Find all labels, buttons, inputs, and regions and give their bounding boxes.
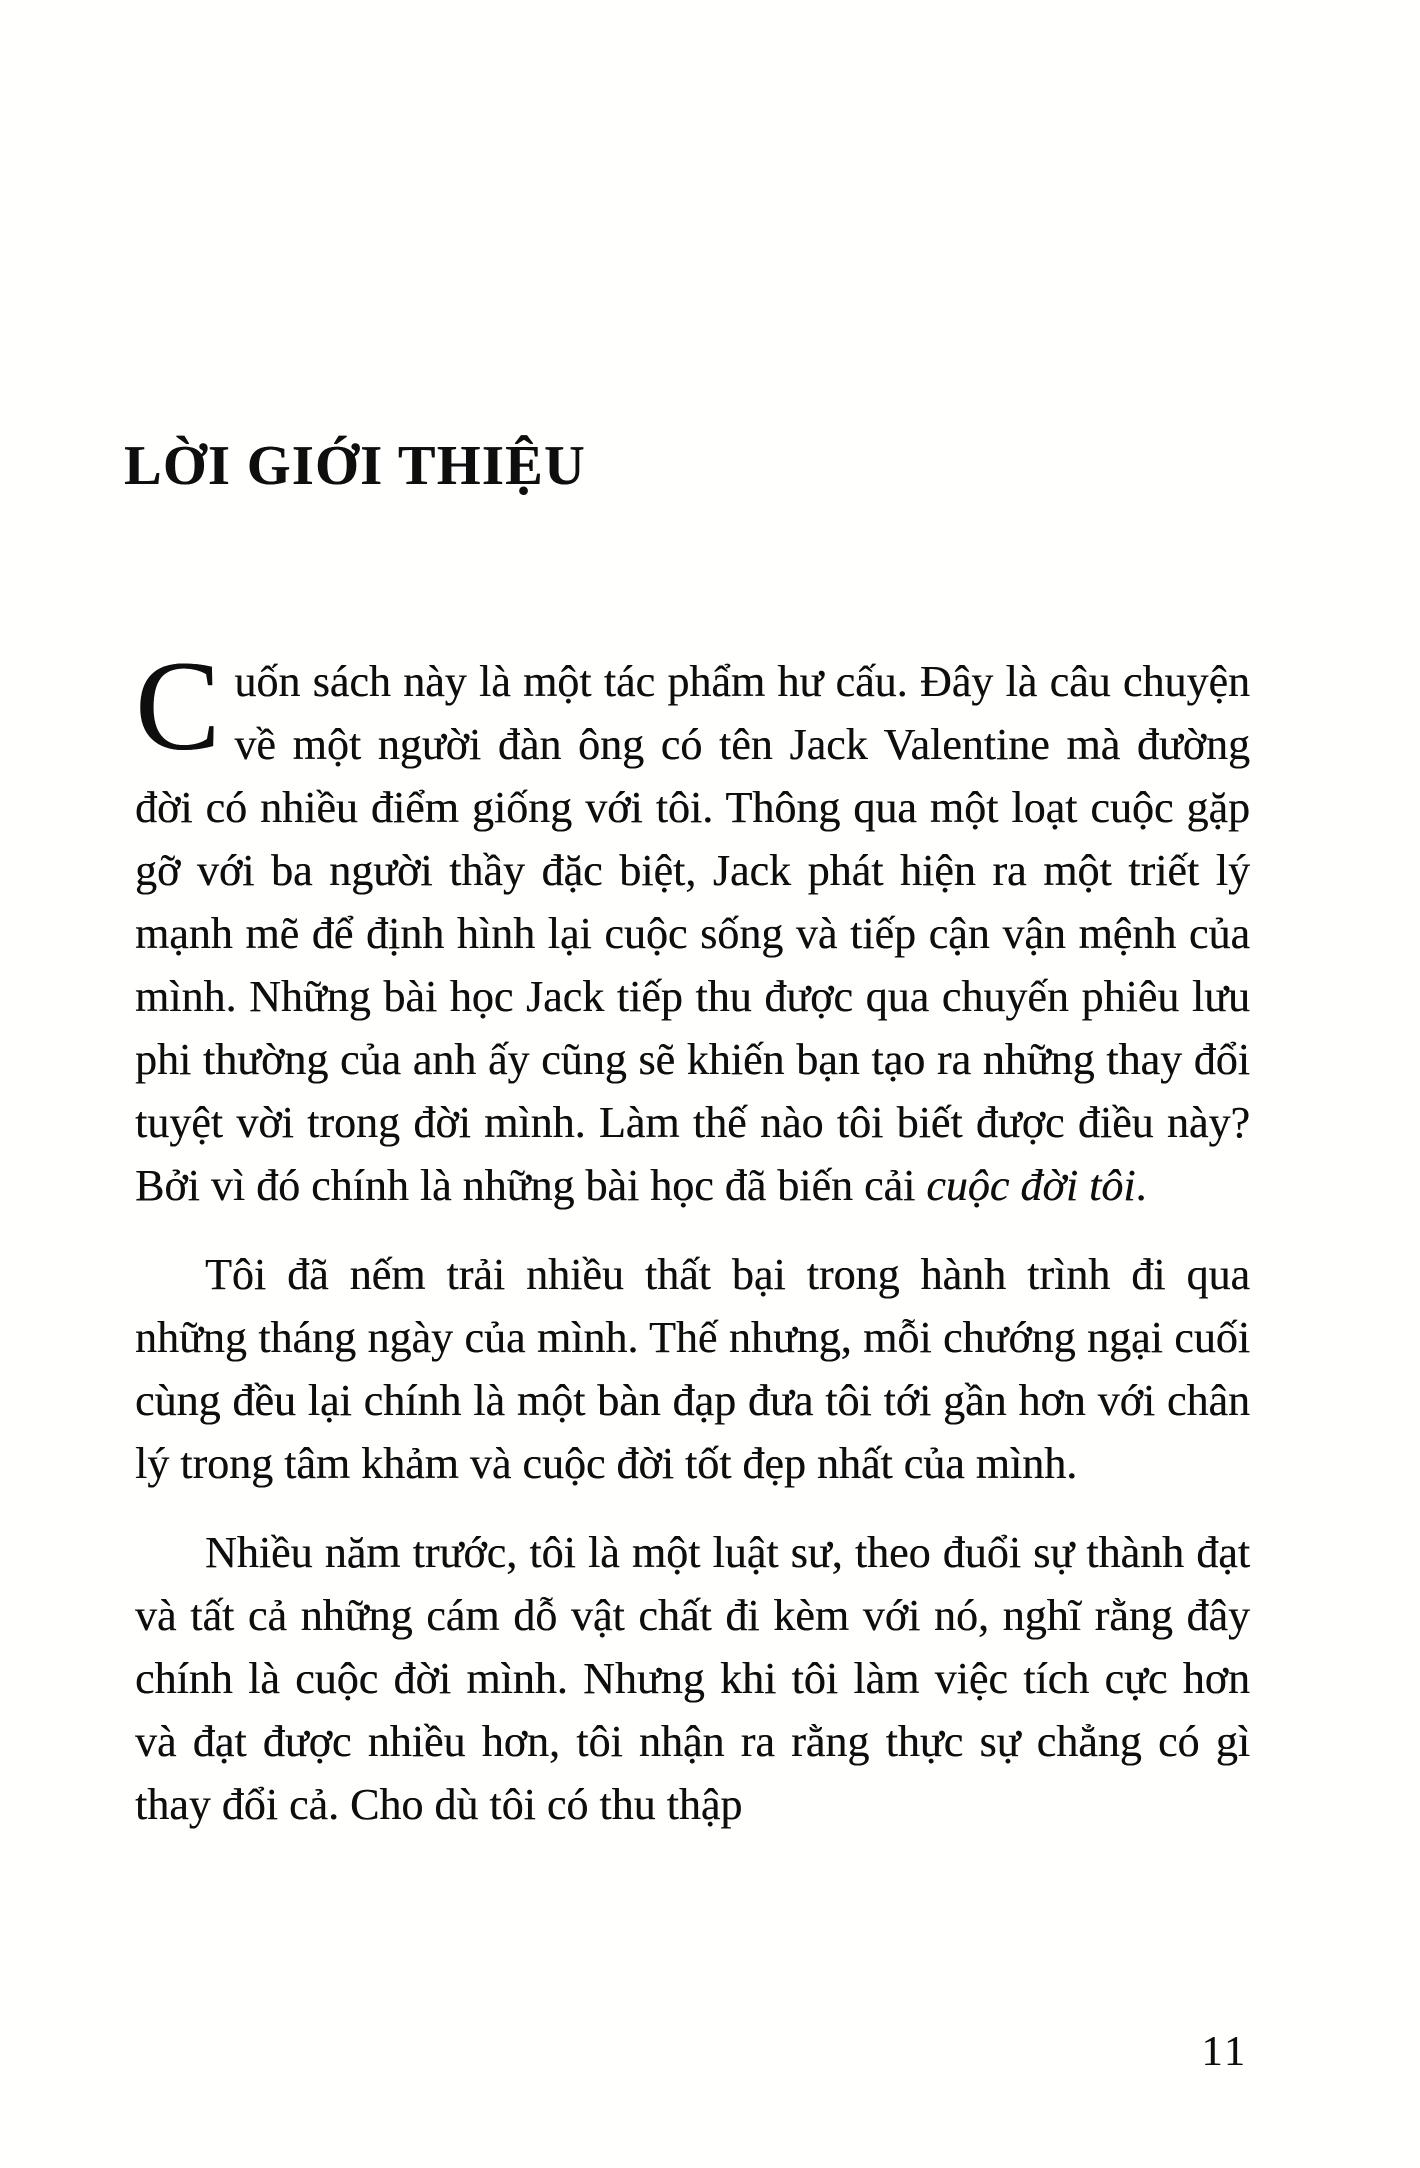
paragraph-1-text: uốn sách này là một tác phẩm hư cấu. Đây là câu chuyện về một người đàn ông có tên Jack Valentine mà đường đời có nhiều điểm giống với tôi. Thông qua một loạt cuộc gặp gỡ với ba người thầy đặc biệt, Jack phát hiện ra một triết lý mạnh mẽ để định hình lại cuộc sống và tiếp cận vận mệnh của mình. Những bài học Jack tiếp thu được qua chuyến phiêu lưu phi thường của anh ấy cũng sẽ khiến bạn tạo ra những thay đổi tuyệt vời trong đời mình. Làm thế nào tôi biết được điều này? Bởi vì đó chính là những bài học đã biến cải	[135, 657, 1250, 1210]
body-text-column	[135, 635, 1250, 1836]
paragraph-2: Tôi đã nếm trải nhiều thất bại trong hành trình đi qua những tháng ngày của mình. Thế nhưng, mỗi chướng ngại cuối cùng đều lại chính là một bàn đạp đưa tôi tới gần hơn với chân lý trong tâm khảm và cuộc đời tốt đẹp nhất của mình.	[135, 1250, 1250, 1488]
paragraph-1	[135, 635, 1250, 1217]
paragraph-1-period: .	[1135, 1161, 1147, 1210]
drop-cap-letter: C	[135, 635, 221, 777]
paragraph-1-italic-phrase: cuộc đời tôi	[926, 1161, 1136, 1210]
chapter-title: LỜI GIỚI THIỆU	[124, 434, 586, 497]
page-number: 11	[1201, 2029, 1248, 2075]
paragraph-3: Nhiều năm trước, tôi là một luật sư, theo đuổi sự thành đạt và tất cả những cám dỗ vật chất đi kèm với nó, nghĩ rằng đây chính là cuộc đời mình. Nhưng khi tôi làm việc tích cực hơn và đạt được nhiều hơn, tôi nhận ra rằng thực sự chẳng có gì thay đổi cả. Cho dù tôi có thu thập	[135, 1528, 1250, 1829]
